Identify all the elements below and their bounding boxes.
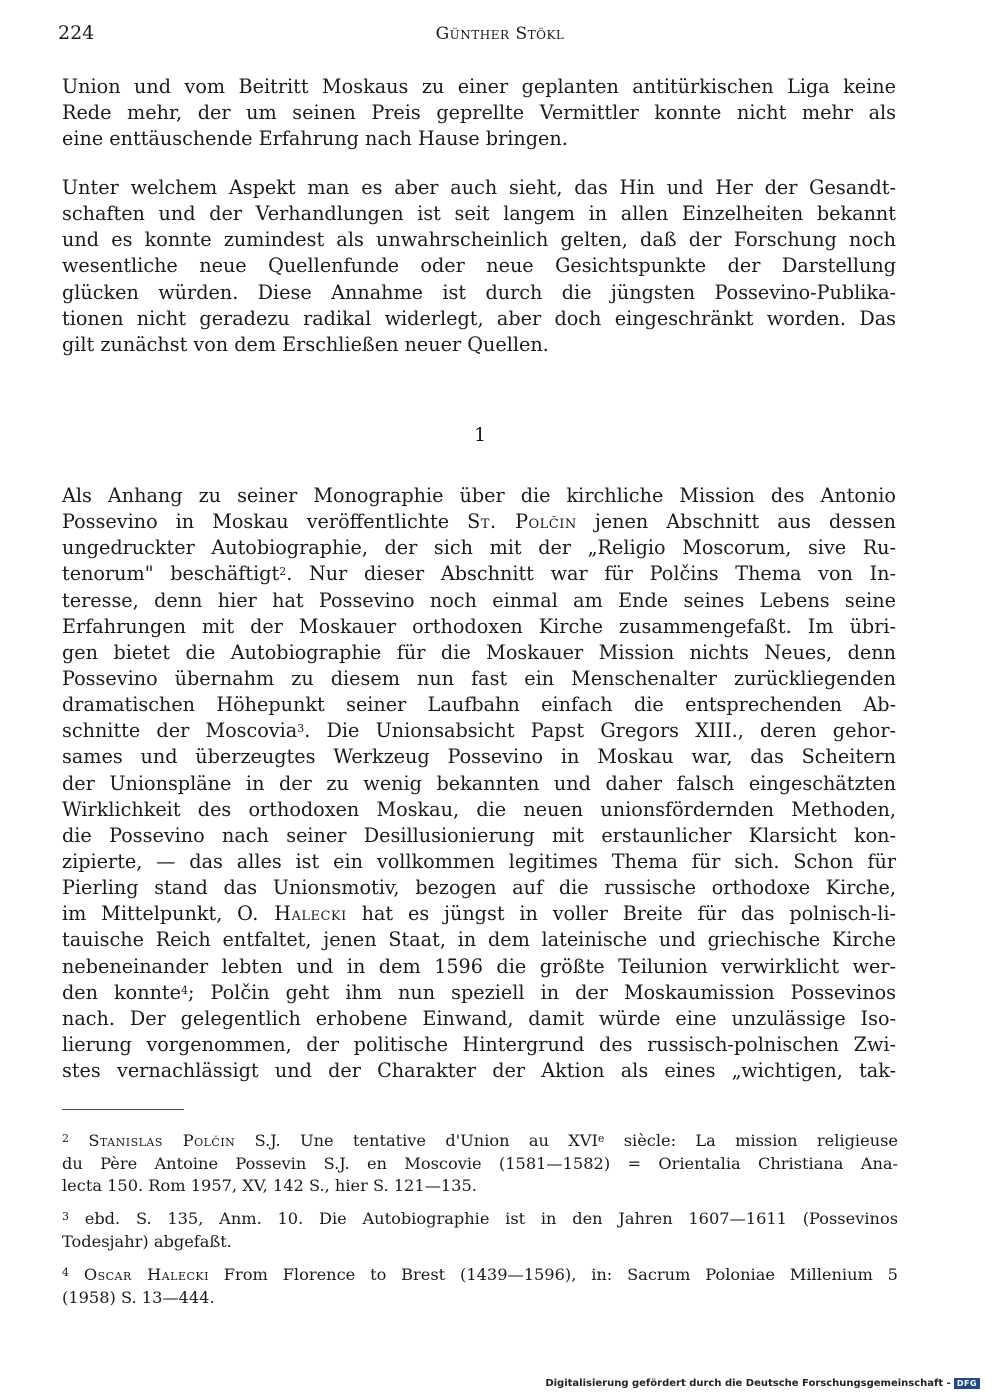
footnote-line: du Père Antoine Possevin S.J. en Moscovie (1581—1582) = Orientalia Christiana Ana- (62, 1153, 898, 1173)
text-span: . Nur dieser Abschnitt war für Polčins Thema von In- (286, 562, 896, 586)
text-line: teresse, denn hier hat Possevino noch einmal am Ende seines Lebens seine (62, 588, 896, 612)
paragraph-main (62, 483, 896, 1084)
text-span: den konnte (62, 980, 181, 1004)
footnote-4 (62, 1264, 898, 1309)
footnote-line (62, 1208, 898, 1231)
text-span: . Die Unionsabsicht Papst Gregors XIII., deren gehor- (304, 719, 896, 743)
footnote-ref: 2 (279, 565, 287, 579)
footnote-3 (62, 1208, 898, 1253)
footnote-line: Todesjahr) abgefaßt. (62, 1231, 232, 1251)
text-span: Possevino in Moskau veröffentlichte (62, 510, 468, 534)
text-line: Unter welchem Aspekt man es aber auch sieht, das Hin und Her der Gesandt- (62, 176, 896, 199)
text-span: S.J. Une tentative d'Union au XVI (235, 1131, 598, 1150)
text-line: gen bietet die Autobiographie für die Moskauer Mission nichts Neues, denn (62, 640, 896, 664)
text-line (62, 901, 896, 927)
author-name: St. Polčin (467, 510, 577, 534)
footnote-line (62, 1130, 898, 1153)
superscript: e (597, 1132, 605, 1145)
text-line: lierung vorgenommen, der politische Hintergrund des russisch-polnischen Zwi- (62, 1032, 896, 1056)
text-line: Possevino übernahm zu diesem nun fast ein Menschenalter zurückliegenden (62, 666, 896, 690)
footnote-marker: 2 (62, 1132, 69, 1145)
text-line: tionen nicht geradezu radikal widerlegt, aber doch eingeschränkt worden. Das (62, 306, 896, 330)
text-span: hat es jüngst in voller Breite für das polnisch-li- (346, 902, 896, 926)
text-line: dramatischen Höhepunkt seiner Laufbahn einfach die entsprechenden Ab- (62, 693, 896, 717)
text-line: Pierling stand das Unionsmotiv, bezogen auf die russische orthodoxe Kirche, (62, 876, 896, 900)
text-line: eine enttäuschende Erfahrung nach Hause bringen. (62, 127, 568, 151)
text-line: glücken würden. Diese Annahme ist durch die jüngsten Possevino-Publika- (62, 280, 896, 304)
paragraph-continuation (62, 74, 896, 152)
text-span: im Mittelpunkt, (62, 902, 238, 926)
text-span: schnitte der Moscovia (62, 719, 298, 743)
text-line: sames und überzeugtes Werkzeug Possevino in Moskau war, das Scheitern (62, 745, 896, 769)
text-line: schaften und der Verhandlungen ist seit langem in allen Einzelheiten bekannt (62, 202, 896, 226)
text-line: Rede mehr, der um seinen Preis geprellte Vermittler konnte nicht mehr als (62, 101, 896, 125)
text-line: Als Anhang zu seiner Monographie über die kirchliche Mission des Antonio (62, 484, 896, 507)
text-line: und es konnte zumindest als unwahrscheinlich gelten, daß der Forschung noch (62, 228, 896, 252)
text-span: tenorum" beschäftigt (62, 562, 280, 586)
text-line (62, 980, 896, 1006)
footnote-line: lecta 150. Rom 1957, XV, 142 S., hier S. 121—135. (62, 1176, 477, 1195)
paragraph-intro (62, 175, 896, 358)
text-line (62, 718, 896, 744)
text-line: zipierte, — das alles ist ein vollkommen legitimes Thema für sich. Schon für (62, 849, 896, 873)
text-line: die Possevino nach seiner Desillusionierung mit erstaunlicher Klarsicht kon- (62, 823, 896, 847)
text-line: stes vernachlässigt und der Charakter der Aktion als eines „wichtigen, tak- (62, 1059, 896, 1083)
section-number: 1 (473, 424, 487, 446)
credit-text: Digitalisierung gefördert durch die Deutsche Forschungsgemeinschaft - (545, 1378, 951, 1389)
footnote-line: (1958) S. 13—444. (62, 1287, 215, 1307)
footnote-divider (62, 1109, 184, 1110)
text-span: From Florence to Brest (1439—1596), in: Sacrum Poloniae Millenium 5 (208, 1265, 898, 1284)
author-name: Oscar Halecki (83, 1265, 209, 1284)
footnote-2 (62, 1130, 898, 1198)
text-line: Wirklichkeit des orthodoxen Moskau, die neuen unionsfördernden Methoden, (62, 797, 896, 821)
dfg-logo-icon: DFG (954, 1378, 980, 1389)
footnote-marker: 3 (62, 1210, 69, 1223)
text-line: nach. Der gelegentlich erhobene Einwand, damit würde eine unzulässige Iso- (62, 1006, 896, 1030)
author-name: Stanislas Polčin (88, 1131, 236, 1150)
text-line: wesentliche neue Quellenfunde oder neue Gesichtspunkte der Darstellung (62, 254, 896, 278)
text-line: Union und vom Beitritt Moskaus zu einer geplanten antitürkischen Liga keine (62, 75, 896, 98)
footnote-line (62, 1264, 898, 1287)
text-span: ; Polčin geht ihm nun speziell in der Moskaumission Possevinos (188, 980, 896, 1004)
text-line: nebeneinander lebten und in dem 1596 die größte Teilunion verwirklicht wer- (62, 954, 896, 978)
text-line (62, 509, 896, 535)
text-span: ebd. S. 135, Anm. 10. Die Autobiographie ist in den Jahren 1607—1611 (Possevinos (69, 1209, 898, 1228)
footnote-ref: 4 (181, 983, 188, 997)
text-line: tauische Reich entfaltet, jenen Staat, in dem lateinische und griechische Kirche (62, 928, 896, 952)
text-line: Erfahrungen mit der Moskauer orthodoxen Kirche zusammengefaßt. Im übri- (62, 614, 896, 638)
digitization-credit (545, 1378, 980, 1389)
text-line: gilt zunächst von dem Erschließen neuer Quellen. (62, 332, 549, 356)
text-line (62, 561, 896, 587)
page-number: 224 (58, 22, 95, 44)
text-span: siècle: La mission religieuse (604, 1131, 899, 1150)
footnote-ref: 3 (297, 722, 305, 736)
author-name: O. Halecki (237, 902, 347, 926)
text-span: jenen Abschnitt aus dessen (576, 510, 897, 534)
running-head: Günther Stökl (435, 24, 565, 44)
text-line: der Unionspläne in der zu wenig bekannten und daher falsch eingeschätzten (62, 771, 896, 795)
text-line: ungedruckter Autobiographie, der sich mit der „Religio Moscorum, sive Ru- (62, 536, 896, 560)
footnote-marker: 4 (62, 1266, 69, 1279)
